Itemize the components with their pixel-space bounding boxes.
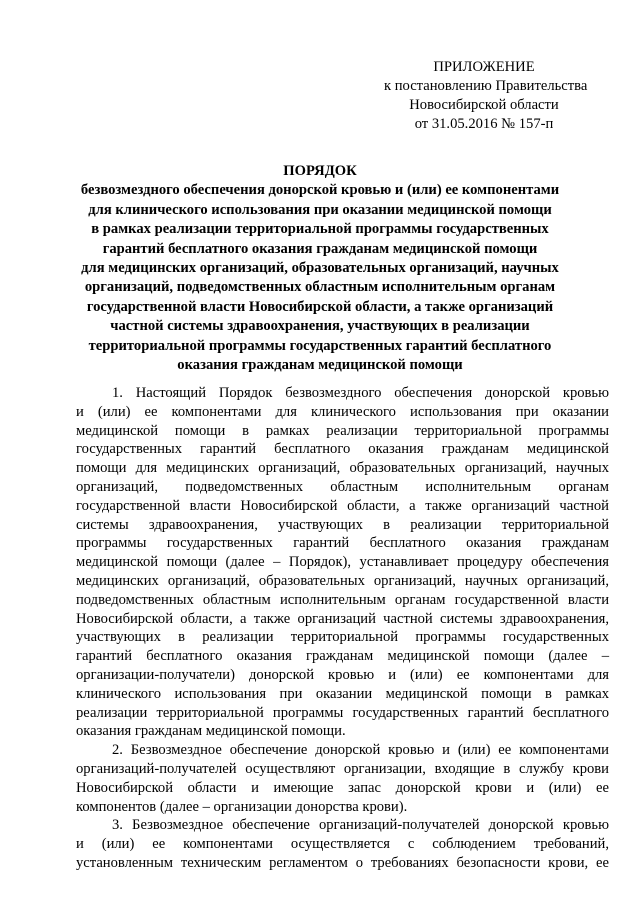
paragraph-line: Новосибирской области, а также организаций частной системы здравоохранения, [76, 610, 609, 627]
paragraph-line: оказания гражданам медицинской помощи. [76, 723, 346, 740]
title-line: частной системы здравоохранения, участвующих в реализации [110, 318, 530, 335]
title-line: оказания гражданам медицинской помощи [177, 357, 463, 374]
paragraph-line: медицинской помощи (далее – Порядок), устанавливает процедуру обеспечения [76, 554, 609, 571]
title-heading: ПОРЯДОК [283, 163, 357, 179]
title-line: для медицинских организаций, образовательных организаций, научных [81, 260, 559, 277]
paragraph-line: участвующих в реализации территориальной программы государственных [76, 629, 609, 646]
paragraph-line: и (или) ее компонентами осуществляется с соблюдением требований, [76, 836, 609, 853]
paragraph-line: компонентов (далее – организации донорства крови). [76, 798, 408, 815]
document-title [60, 162, 580, 375]
paragraph-line: клинического использования при оказании медицинской помощи в рамках [76, 685, 609, 702]
paragraph-1 [76, 384, 609, 741]
title-line: для клинического использования при оказании медицинской помощи [88, 201, 552, 218]
appendix-title: ПРИЛОЖЕНИЕ [433, 59, 535, 75]
paragraph-line: государственной власти Новосибирской области, а также организаций частной [76, 497, 609, 514]
paragraph-line: 1. Настоящий Порядок безвозмездного обеспечения донорской кровью [112, 385, 609, 401]
appendix-header [384, 58, 588, 134]
title-line: безвозмездного обеспечения донорской кровью и (или) ее компонентами [80, 182, 560, 199]
appendix-date-number: от 31.05.2016 № 157-п [414, 116, 554, 132]
appendix-resolution-line: к постановлению Правительства [384, 78, 588, 94]
paragraph-line: 3. Безвозмездное обеспечение организаций-получателей донорской кровью [112, 817, 609, 834]
paragraph-line: программы государственных гарантий бесплатного оказания гражданам [76, 535, 609, 552]
title-line: гарантий бесплатного оказания гражданам медицинской помощи [102, 240, 538, 257]
paragraph-line: реализации территориальной программы государственных гарантий бесплатного [76, 704, 609, 721]
appendix-region-line: Новосибирской области [409, 97, 559, 113]
paragraph-line: помощи для медицинских организаций, образовательных организаций, научных [76, 460, 609, 477]
paragraph-line: установленным техническим регламентом о требованиях безопасности крови, ее [76, 854, 609, 871]
title-line: организаций, подведомственных областным исполнительным органам [84, 279, 556, 296]
paragraph-2 [76, 741, 609, 816]
title-line: государственной власти Новосибирской области, а также организаций [86, 298, 554, 315]
paragraph-line: гарантий бесплатного оказания гражданам медицинской помощи (далее – [76, 648, 609, 665]
document-body [76, 384, 609, 873]
paragraph-line: государственных гарантий бесплатного оказания гражданам медицинской [76, 441, 609, 458]
paragraph-line: организаций, подведомственных областным исполнительным органам [76, 478, 609, 495]
paragraph-line: 2. Безвозмездное обеспечение донорской кровью и (или) ее компонентами [112, 742, 609, 759]
title-line: в рамках реализации территориальной программы государственных [91, 221, 549, 238]
paragraph-line: и (или) ее компонентами для клинического использования при оказании [76, 403, 609, 420]
paragraph-line: организации-получатели) донорской кровью и (или) ее компонентами для [76, 666, 609, 683]
paragraph-line: системы здравоохранения, участвующих в реализации территориальной [76, 516, 609, 533]
paragraph-line: подведомственных областным исполнительным органам государственной власти [76, 591, 609, 608]
paragraph-line: медицинской помощи в рамках реализации территориальной программы [76, 422, 609, 439]
paragraph-line: медицинских организаций, образовательных организаций, научных организаций, [76, 572, 609, 589]
paragraph-line: Новосибирской области и имеющие запас донорской крови и (или) ее [76, 779, 609, 796]
paragraph-line: организаций-получателей осуществляют организации, входящие в службу крови [76, 760, 609, 777]
title-line: территориальной программы государственных гарантий бесплатного [88, 337, 552, 354]
paragraph-3 [76, 816, 609, 872]
